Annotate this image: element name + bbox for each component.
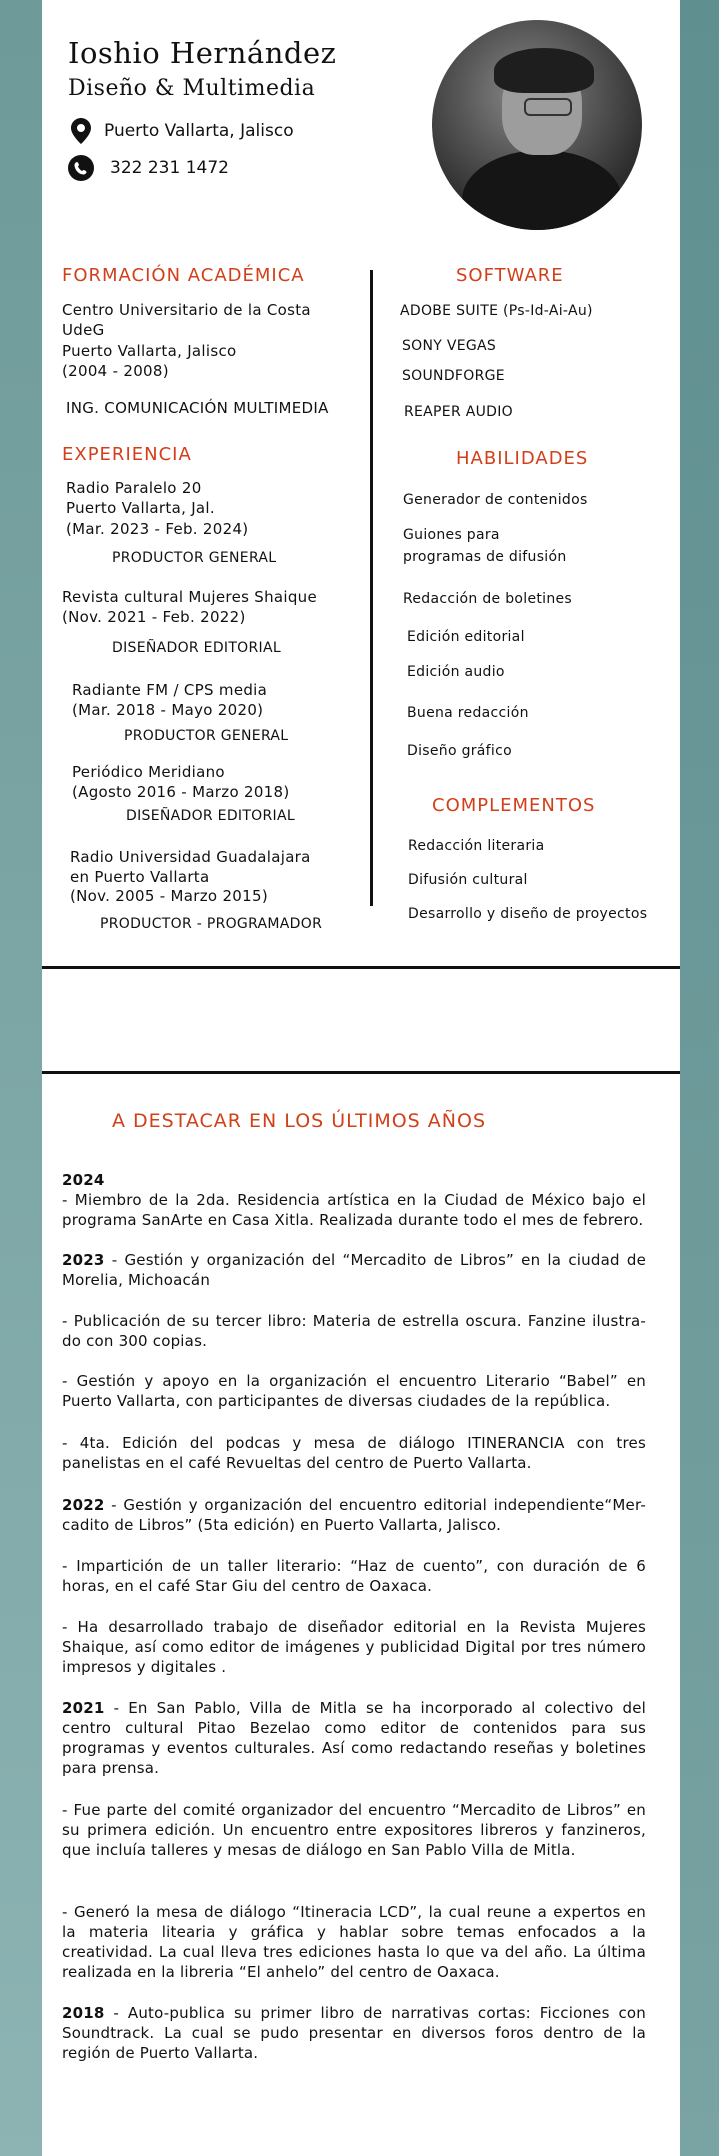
- section-divider-bottom: [42, 1071, 680, 1074]
- formacion-title: FORMACIÓN ACADÉMICA: [62, 265, 305, 286]
- column-divider: [370, 270, 373, 906]
- skill-item: Buena redacción: [407, 705, 529, 721]
- phone-row: [68, 155, 229, 181]
- phone-icon: [68, 155, 94, 181]
- job-role: DISEÑADOR EDITORIAL: [112, 640, 281, 656]
- job-role: PRODUCTOR - PROGRAMADOR: [100, 916, 323, 932]
- right-border: [680, 0, 719, 2156]
- formacion-degree: ING. COMUNICACIÓN MULTIMEDIA: [66, 399, 329, 417]
- software-item: ADOBE SUITE (Ps-Id-Ai-Au): [400, 303, 593, 319]
- highlight-entry: - Miembro de la 2da. Residencia artística en la Ciudad de México bajo el programa SanArte en Casa Xitla. Realizada durante todo el mes de febrero.: [62, 1191, 646, 1229]
- job-line: (Nov. 2005 - Marzo 2015): [70, 887, 268, 905]
- highlight-entry: - 4ta. Edición del podcas y mesa de diálogo ITINERANCIA con tres panelistas en el café Revueltas del centro de Puerto Vallarta.: [62, 1434, 646, 1472]
- destacar-title: A DESTACAR EN LOS ÚLTIMOS AÑOS: [112, 1110, 487, 1132]
- highlight-entry: 2023 - Gestión y organización del “Mercadito de Libros” en la ciudad de Morelia, Michoacán: [62, 1251, 646, 1289]
- phone-text: 322 231 1472: [110, 158, 229, 178]
- highlight-entry: - Publicación de su tercer libro: Materia de estrella oscura. Fanzine ilustra-do con 300 copias.: [62, 1312, 646, 1350]
- job-line: Periódico Meridiano: [72, 763, 225, 781]
- formacion-line: Centro Universitario de la Costa: [62, 301, 311, 319]
- habilidades-title: HABILIDADES: [456, 448, 589, 469]
- job-line: (Agosto 2016 - Marzo 2018): [72, 783, 290, 801]
- skill-item: Generador de contenidos: [403, 492, 588, 508]
- highlight-entry: 2018 - Auto-publica su primer libro de narrativas cortas: Ficciones con Soundtrack. La cual se pudo presentar en diversos foros dentro de la región de Puerto Vallarta.: [62, 2004, 646, 2062]
- job-line: Revista cultural Mujeres Shaique: [62, 588, 318, 606]
- software-item: REAPER AUDIO: [404, 404, 513, 420]
- job-role: PRODUCTOR GENERAL: [124, 728, 289, 744]
- job-line: (Nov. 2021 - Feb. 2022): [62, 608, 246, 626]
- highlight-entry: - Ha desarrollado trabajo de diseñador editorial en la Revista Mujeres Shaique, así como editor de imágenes y publicidad Digital por tres número impresos y digitales .: [62, 1618, 646, 1676]
- software-title: SOFTWARE: [456, 265, 564, 286]
- highlight-entry: 2021 - En San Pablo, Villa de Mitla se ha incorporado al colectivo del centro cultural Pitao Bezelao como editor de contenidos para sus programas y eventos culturales. Así como redactando reseñas y boletines para prensa.: [62, 1699, 646, 1777]
- experiencia-title: EXPERIENCIA: [62, 444, 192, 465]
- highlight-entry: - Impartición de un taller literario: “Haz de cuento”, con duración de 6 horas, en el café Star Giu del centro de Oaxaca.: [62, 1557, 646, 1595]
- skill-item: Redacción de boletines: [403, 591, 573, 607]
- complement-item: Difusión cultural: [408, 872, 528, 888]
- job-line: Radio Paralelo 20: [66, 479, 202, 497]
- job-line: Puerto Vallarta, Jal.: [66, 499, 215, 517]
- highlight-year: 2024: [62, 1171, 105, 1189]
- job-line: Radiante FM / CPS media: [72, 681, 268, 699]
- formacion-line: Puerto Vallarta, Jalisco: [62, 342, 237, 360]
- skill-item: programas de difusión: [403, 549, 567, 565]
- section-divider-top: [42, 966, 680, 969]
- highlight-entry: 2022 - Gestión y organización del encuentro editorial independiente“Mer-cadito de Libros” (5ta edición) en Puerto Vallarta, Jalisco.: [62, 1496, 646, 1534]
- formacion-line: (2004 - 2008): [62, 362, 169, 380]
- location-row: [68, 118, 294, 144]
- skill-item: Edición editorial: [407, 629, 525, 645]
- complementos-title: COMPLEMENTOS: [432, 795, 596, 816]
- location-text: Puerto Vallarta, Jalisco: [104, 121, 294, 141]
- job-line: Radio Universidad Guadalajara: [70, 848, 311, 866]
- job-line: en Puerto Vallarta: [70, 868, 210, 886]
- resume-page: [42, 0, 680, 2156]
- skill-item: Diseño gráfico: [407, 743, 512, 759]
- highlight-entry: - Fue parte del comité organizador del encuentro “Mercadito de Libros” en su primera edición. Un encuentro entre expositores libreros y fanzineros, que incluía talleres y mesas de diálogo en San Pablo Villa de Mitla.: [62, 1801, 646, 1859]
- person-name: Ioshio Hernández: [68, 36, 337, 70]
- profile-photo: [432, 20, 642, 230]
- complement-item: Desarrollo y diseño de proyectos: [408, 906, 648, 922]
- software-item: SOUNDFORGE: [402, 368, 505, 384]
- skill-item: Guiones para: [403, 527, 500, 543]
- highlight-entry: - Gestión y apoyo en la organización el encuentro Literario “Babel” en Puerto Vallarta, con participantes de diversas ciudades de la república.: [62, 1372, 646, 1410]
- person-role: Diseño & Multimedia: [68, 76, 316, 101]
- software-item: SONY VEGAS: [402, 338, 497, 354]
- skill-item: Edición audio: [407, 664, 505, 680]
- job-line: (Mar. 2023 - Feb. 2024): [66, 520, 249, 538]
- complement-item: Redacción literaria: [408, 838, 545, 854]
- formacion-line: UdeG: [62, 321, 105, 339]
- job-role: PRODUCTOR GENERAL: [112, 550, 277, 566]
- job-role: DISEÑADOR EDITORIAL: [126, 808, 295, 824]
- job-line: (Mar. 2018 - Mayo 2020): [72, 701, 264, 719]
- location-pin-icon: [68, 118, 94, 144]
- left-border: [0, 0, 42, 2156]
- highlight-entry: - Generó la mesa de diálogo “Itineracia LCD”, la cual reune a expertos en la materia litearia y gráfica y hablar sobre temas enfocados a la creatividad. La cual lleva tres ediciones hasta lo que va del año. La última realizada en la libreria “El anhelo” del centro de Oaxaca.: [62, 1903, 646, 1981]
